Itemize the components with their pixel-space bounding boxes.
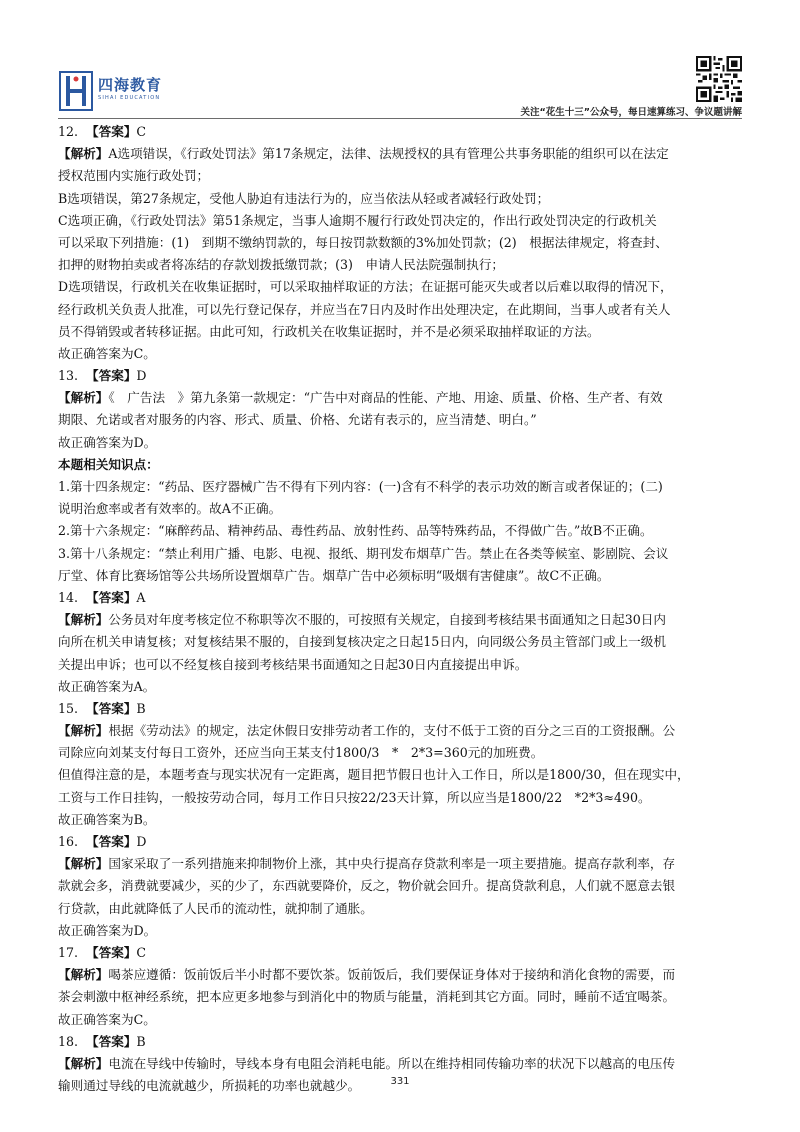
line-text: D选项错误，行政机关在收集证据时，可以采取抽样取证的方法；在证据可能灭失或者以后难以取得的情况下， (58, 279, 673, 295)
header-divider (58, 118, 742, 119)
line-text: 故正确答案为B。 (58, 811, 156, 827)
text-line (58, 853, 742, 875)
line-text: D (136, 368, 147, 384)
text-line (58, 143, 742, 165)
text-line (58, 631, 742, 653)
text-line (58, 165, 742, 187)
text-line (58, 676, 742, 698)
text-line (58, 809, 742, 831)
text-line (58, 1009, 742, 1031)
page-header (58, 56, 742, 118)
text-line (58, 986, 742, 1008)
line-text: 电流在导线中传输时，导线本身有电阻会消耗电能。所以在维持相同传输功率的状况下以越高的电压传 (108, 1055, 676, 1071)
line-text: 喝茶应遵循：饭前饭后半小时都不要饮茶。饭前饭后，我们要保证身体对于接纳和消化食物的需要，而 (108, 967, 676, 983)
text-line (58, 565, 742, 587)
question-number: 15. (58, 700, 79, 716)
text-line (58, 121, 742, 143)
line-text: A选项错误，《行政处罚法》第17条规定，法律、法规授权的具有管理公共事务职能的组织可以在法定 (108, 146, 669, 162)
question-number: 17. (58, 944, 79, 960)
answer-label: 【解析】 (58, 723, 109, 739)
question-number: 18. (58, 1033, 79, 1049)
text-line (58, 276, 742, 298)
logo-text: 四海教育 (98, 76, 163, 94)
line-text: 输则通过导线的电流就越少，所损耗的功率也就越少。 (58, 1078, 361, 1094)
answer-label: 【答案】 (86, 944, 137, 960)
text-line (58, 609, 742, 631)
line-text: 国家采取了一系列措施来抑制物价上涨，其中央行提高存贷款利率是一项主要措施。提高存款利率，存 (108, 856, 676, 872)
answer-label: 【答案】 (86, 368, 137, 384)
text-line (58, 831, 742, 853)
text-line (58, 587, 742, 609)
qr-code-icon (696, 56, 742, 102)
text-line (58, 232, 742, 254)
line-text: 工资与工作日挂钩，一般按劳动合同，每月工作日只按22/23天计算，所以应当是1800/22 *2*3≈490。 (58, 789, 651, 805)
text-line (58, 964, 742, 986)
line-text: 款就会多，消费就要减少，买的少了，东西就要降价，反之，物价就会回升。提高贷款利息，人们就不愿意去银 (58, 878, 676, 894)
line-text: 故正确答案为A。 (58, 678, 156, 694)
line-text: 厅堂、体育比赛场馆等公共场所设置烟草广告。烟草广告中必须标明“吸烟有害健康”。故C不正确。 (58, 567, 610, 583)
line-text: 故正确答案为D。 (58, 922, 157, 938)
line-text: 《 广告法 》第九条第一款规定：“广告中对商品的性能、产地、用途、质量、价格、生产者、有效 (108, 390, 663, 406)
text-line (58, 476, 742, 498)
text-line (58, 454, 742, 476)
answer-label: 【解析】 (58, 390, 109, 406)
logo-mark-icon (58, 70, 94, 112)
line-text: 行贷款，由此就降低了人民币的流动性，就抑制了通胀。 (58, 900, 373, 916)
text-line (58, 1031, 742, 1053)
line-text: 向所在机关申请复核；对复核结果不服的，自接到复核决定之日起15日内，向同级公务员主管部门或上一级机 (58, 634, 666, 650)
text-line (58, 343, 742, 365)
line-text: 司除应向刘某支付每日工资外，还应当向王某支付1800/3 * 2*3=360元的加班费。 (58, 745, 544, 761)
answer-label: 【答案】 (86, 700, 137, 716)
answer-label: 【解析】 (58, 146, 109, 162)
text-line (58, 720, 742, 742)
text-line (58, 210, 742, 232)
line-text: 公务员对年度考核定位不称职等次不服的，可按照有关规定，自接到考核结果书面通知之日起30日内 (108, 612, 666, 628)
line-text: 授权范围内实施行政处罚； (58, 168, 210, 184)
line-text: 故正确答案为C。 (58, 345, 156, 361)
line-text: C (136, 124, 147, 139)
line-text: B (136, 700, 146, 716)
text-line (58, 409, 742, 431)
text-line (58, 698, 742, 720)
text-line (58, 942, 742, 964)
line-text: 期限、允诺或者对服务的内容、形式、质量、价格、允诺有表示的，应当清楚、明白。” (58, 412, 537, 428)
line-text: 1.第十四条规定：“药品、医疗器械广告不得有下列内容：(一)含有不科学的表示功效的断言或者保证的；(二) (58, 479, 663, 494)
question-number: 13. (58, 368, 79, 384)
line-text: 2.第十六条规定：“麻醉药品、精神药品、毒性药品、放射性药、品等特殊药品，不得做广告。”故B不正确。 (58, 523, 653, 539)
line-text: 经行政机关负责人批准，可以先行登记保存，并应当在7日内及时作出处理决定，在此期间，当事人或者有关人 (58, 301, 671, 317)
line-text: C (136, 944, 147, 960)
answer-label: 本题相关知识点： (58, 456, 159, 472)
line-text: 3.第十八条规定：“禁止利用广播、电影、电视、报纸、期刊发布烟草广告。禁止在各类等候室、影剧院、会议 (58, 545, 669, 561)
text-line (58, 365, 742, 387)
text-line (58, 875, 742, 897)
question-number: 14. (58, 589, 79, 605)
text-line (58, 387, 742, 409)
question-number: 12. (58, 124, 79, 139)
page-number: 331 (390, 1076, 410, 1087)
text-line (58, 188, 742, 210)
text-line (58, 1053, 742, 1075)
question-number: 16. (58, 834, 79, 849)
answer-label: 【答案】 (86, 1033, 137, 1049)
line-text: 员不得销毁或者转移证据。由此可知，行政机关在收集证据时，并不是必须采取抽样取证的方法。 (58, 323, 600, 339)
text-line (58, 321, 742, 343)
line-text: 说明治愈率或者有效率的。故A不正确。 (58, 501, 282, 517)
answer-label: 【解析】 (58, 856, 109, 872)
document-body (58, 121, 742, 1097)
line-text: D (136, 834, 147, 849)
answer-label: 【答案】 (86, 834, 137, 849)
text-line (58, 764, 742, 786)
line-text: 关提出申诉；也可以不经复核自接到考核结果书面通知之日起30日内直接提出申诉。 (58, 656, 528, 672)
text-line (58, 787, 742, 809)
line-text: A (136, 589, 146, 605)
text-line (58, 654, 742, 676)
text-line (58, 920, 742, 942)
line-text: 但值得注意的是，本题考查与现实状况有一定距离，题目把节假日也计入工作日，所以是1800/30，但在现实中， (58, 767, 690, 783)
text-line (58, 254, 742, 276)
text-line (58, 742, 742, 764)
answer-label: 【答案】 (86, 589, 137, 605)
line-text: 故正确答案为C。 (58, 1011, 156, 1027)
line-text: 茶会刺激中枢神经系统，把本应更多地参与到消化中的物质与能量，消耗到其它方面。同时，睡前不适宜喝茶。 (58, 989, 676, 1005)
text-line (58, 498, 742, 520)
text-line (58, 432, 742, 454)
line-text: C选项正确，《行政处罚法》第51条规定，当事人逾期不履行行政处罚决定的，作出行政处罚决定的行政机关 (58, 212, 657, 228)
header-slogan: 关注“花生十三”公众号，每日速算练习、争议题讲解 (520, 107, 742, 118)
line-text: B选项错误，第27条规定，受他人胁迫有违法行为的，应当依法从轻或者减轻行政处罚； (58, 190, 550, 206)
logo-subtitle: SIHAI EDUCATION (98, 95, 161, 101)
sihai-logo (58, 70, 178, 114)
text-line (58, 543, 742, 565)
text-line (58, 898, 742, 920)
text-line (58, 520, 742, 542)
line-text: 可以采取下列措施：(1) 到期不缴纳罚款的，每日按罚款数额的3%加处罚款；(2) 根据法律规定，将查封、 (58, 234, 668, 250)
answer-label: 【答案】 (86, 124, 137, 139)
line-text: 故正确答案为D。 (58, 434, 157, 450)
answer-label: 【解析】 (58, 612, 109, 628)
line-text: B (136, 1033, 146, 1049)
text-line (58, 299, 742, 321)
line-text: 扣押的财物拍卖或者将冻结的存款划拨抵缴罚款；(3) 申请人民法院强制执行； (58, 257, 505, 273)
line-text: 根据《劳动法》的规定，法定休假日安排劳动者工作的，支付不低于工资的百分之三百的工资报酬。公 (108, 723, 676, 739)
answer-label: 【解析】 (58, 967, 109, 983)
answer-label: 【解析】 (58, 1055, 109, 1071)
